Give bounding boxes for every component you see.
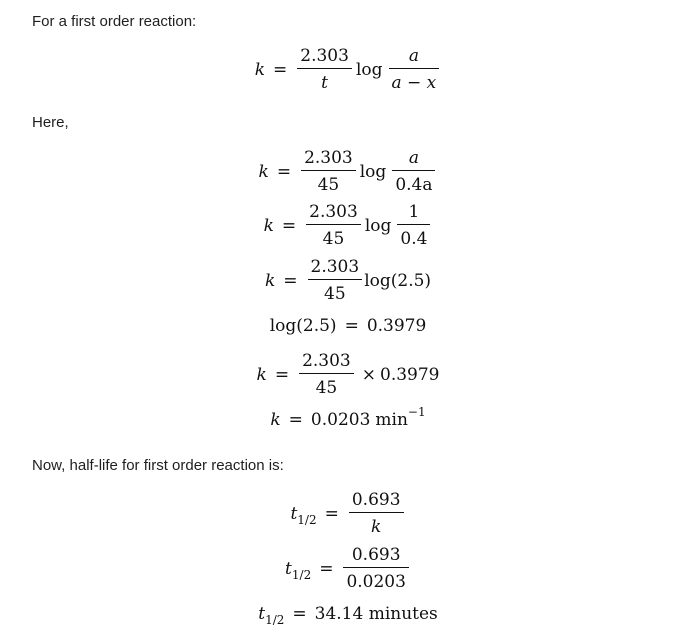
eq6-equals: = — [274, 364, 290, 385]
eq1-fraction-2 — [389, 46, 440, 93]
eq4-fraction — [308, 257, 363, 304]
eq5-equals: = — [344, 316, 359, 336]
intro-text: For a first order reaction: — [32, 13, 197, 30]
eq3-denominator: 45 — [322, 229, 345, 249]
eq5-rhs: 0.3979 — [366, 316, 427, 336]
eq3-numerator: 2.303 — [309, 202, 358, 222]
eq1-fraction — [297, 46, 352, 93]
eq1-numerator-2: a — [408, 46, 419, 66]
eq2-equals: = — [276, 161, 292, 182]
eq7-equals: = — [288, 410, 303, 430]
eq7-lhs: k — [270, 410, 281, 430]
eq3-log: log — [364, 215, 392, 236]
eq10-lhs-base: t — [258, 604, 266, 624]
here-text: Here, — [32, 114, 69, 131]
equation-rate-constant-result — [0, 405, 696, 430]
eq6-lhs: k — [256, 364, 267, 385]
equation-half-life-formula — [0, 490, 696, 537]
eq1-log: log — [355, 59, 383, 80]
eq8-fraction — [349, 490, 404, 537]
eq1-denominator-2: a − x — [391, 73, 437, 93]
eq7-unit: min — [375, 410, 408, 430]
equation-half-life-substituted — [0, 545, 696, 592]
eq10-lhs-subscript: 1/2 — [265, 613, 285, 627]
eq1-equals: = — [273, 59, 288, 80]
eq8-lhs-subscript: 1/2 — [297, 512, 317, 527]
eq1-lhs: k — [254, 59, 266, 80]
eq4-numerator: 2.303 — [310, 257, 360, 277]
eq3-fraction — [306, 202, 361, 249]
eq10-rhs: 34.14 minutes — [314, 604, 438, 624]
eq4-equals: = — [283, 270, 298, 291]
eq9-equals: = — [319, 558, 334, 579]
eq3-lhs: k — [263, 215, 274, 236]
eq8-numerator: 0.693 — [351, 490, 401, 510]
eq10-equals: = — [292, 604, 307, 624]
eq1-numerator: 2.303 — [300, 46, 349, 66]
eq4-denominator: 45 — [324, 284, 346, 304]
eq2-log: log — [359, 161, 387, 182]
eq10-lhs — [258, 604, 285, 627]
eq2-fraction — [301, 148, 356, 195]
eq6-rhs: 0.3979 — [380, 364, 440, 385]
eq2-numerator: 2.303 — [304, 148, 353, 168]
eq2-fraction-2 — [392, 148, 435, 195]
equation-step-3 — [0, 257, 696, 304]
halflife-text: Now, half-life for first order reaction is: — [32, 457, 284, 474]
equation-half-life-result — [0, 604, 696, 627]
eq2-denominator: 45 — [317, 175, 340, 195]
eq3-numerator-2: 1 — [408, 202, 420, 222]
eq3-denominator-2: 0.4 — [400, 229, 428, 249]
equation-step-4 — [0, 351, 696, 398]
eq5-lhs: log(2.5) — [269, 316, 337, 336]
eq1-denominator: t — [321, 73, 329, 93]
equation-step-1 — [0, 148, 696, 195]
equation-first-order-rate — [0, 46, 696, 93]
eq9-fraction — [343, 545, 408, 592]
eq9-lhs-base: t — [285, 558, 292, 579]
eq8-lhs-base: t — [290, 503, 298, 524]
eq4-rhs: log(2.5) — [364, 270, 432, 291]
eq3-fraction-2 — [397, 202, 430, 249]
equation-log-value — [0, 316, 696, 336]
eq2-lhs: k — [258, 161, 269, 182]
eq9-denominator: 0.0203 — [346, 572, 406, 592]
eq9-lhs — [285, 558, 312, 582]
eq7-exponent: −1 — [407, 405, 426, 419]
equation-step-2 — [0, 202, 696, 249]
eq2-denominator-2: 0.4a — [395, 175, 433, 195]
eq6-times: × — [361, 364, 376, 385]
eq2-numerator-2: a — [408, 148, 419, 168]
eq9-lhs-subscript: 1/2 — [291, 567, 312, 582]
eq6-numerator: 2.303 — [302, 351, 351, 371]
eq4-lhs: k — [264, 270, 276, 291]
eq7-value: 0.0203 — [310, 410, 371, 430]
eq6-denominator: 45 — [315, 378, 338, 398]
eq8-lhs — [290, 503, 317, 527]
eq3-equals: = — [281, 215, 297, 236]
eq8-equals: = — [324, 503, 339, 524]
eq6-fraction — [299, 351, 354, 398]
eq8-denominator: k — [371, 517, 382, 537]
eq9-numerator: 0.693 — [351, 545, 401, 565]
